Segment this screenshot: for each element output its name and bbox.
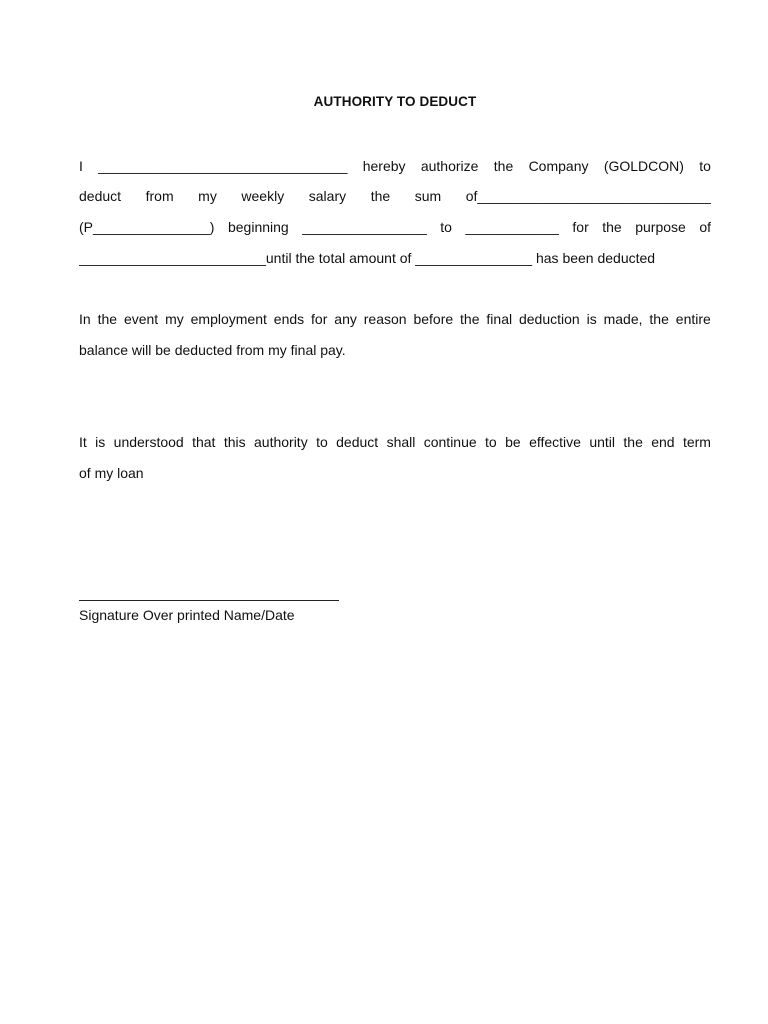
word: beginning [227,219,289,235]
word: made, [603,311,643,327]
word: employment [190,311,267,327]
word: is [95,434,106,450]
word: from [145,188,174,204]
word: this [223,434,246,450]
paragraph3-line1 [79,433,711,451]
word: hereby [362,158,406,174]
word: for [311,311,328,327]
word: ____________ [465,219,559,235]
word: the [460,311,480,327]
word: event [123,311,159,327]
word: deduct [336,434,379,450]
word: term [682,434,711,450]
word: authorize [420,158,479,174]
word: to [485,434,497,450]
word: of [699,219,711,235]
word: I [79,158,83,174]
word: authority [254,434,308,450]
paragraph1-line2 [79,187,711,205]
word: is [586,311,597,327]
word: In [79,311,91,327]
paragraph1-line3 [79,218,711,236]
signature-label: Signature Over printed Name/Date [79,607,295,623]
word: to [440,219,452,235]
word: (P_______________) [79,219,215,235]
word: continue [423,434,477,450]
word: Company [528,158,589,174]
word: entire [675,311,711,327]
paragraph1-line1 [79,157,711,175]
word: the [97,311,118,327]
word: shall [386,434,416,450]
word: the [602,219,622,235]
word: salary [308,188,347,204]
word: to [699,158,711,174]
word: ends [273,311,305,327]
word: purpose [635,219,686,235]
word: ________________________________ [98,158,348,174]
word: It [79,434,87,450]
word: understood [113,434,184,450]
word: sum [414,188,442,204]
signature-line [79,600,339,601]
word: effective [529,434,581,450]
paragraph2-line1 [79,310,711,328]
word: the [649,311,669,327]
paragraph3-line2: of my loan [79,465,144,481]
word: the [370,188,391,204]
word: before [413,311,454,327]
word: any [334,311,357,327]
word: (GOLDCON) [603,158,684,174]
word: deduction [518,311,580,327]
word: that [192,434,216,450]
word: weekly [241,188,285,204]
word: my [198,188,217,204]
word: of______________________________ [465,188,711,204]
word: final [486,311,513,327]
word: my [165,311,184,327]
word: deduct [79,188,122,204]
word: be [505,434,521,450]
word: to [316,434,328,450]
paragraph2-line2: balance will be deducted from my final pay. [79,342,346,358]
word: the [623,434,643,450]
word: for [572,219,589,235]
paragraph1-line4: ________________________until the total amount of _______________ has been deducted [79,250,656,266]
document-title: AUTHORITY TO DEDUCT [313,94,477,109]
word: ________________ [302,219,427,235]
word: until [589,434,616,450]
word: the [493,158,514,174]
word: end [651,434,675,450]
word: reason [363,311,407,327]
